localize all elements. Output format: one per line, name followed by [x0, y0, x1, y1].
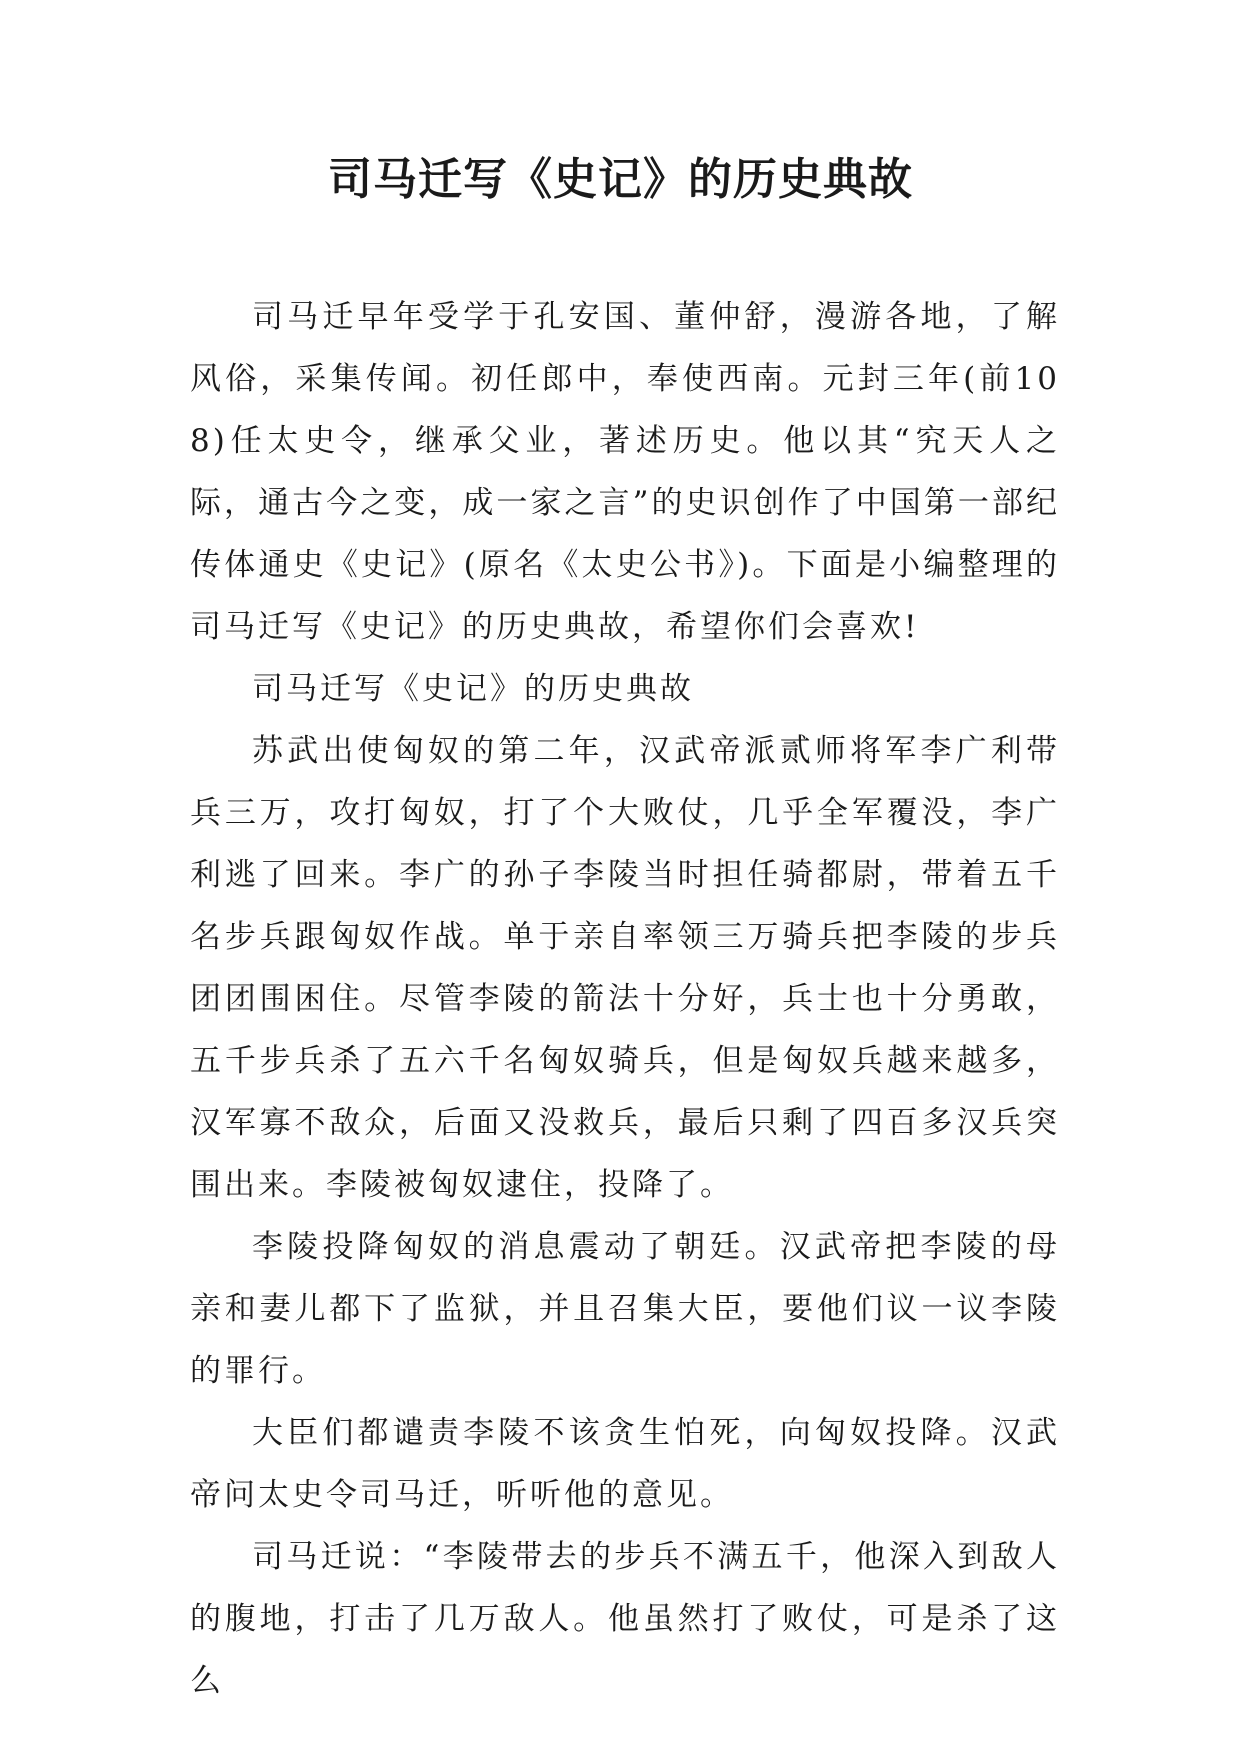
document-body — [190, 286, 1060, 1712]
story-paragraph-1: 苏武出使匈奴的第二年，汉武帝派贰师将军李广利带兵三万，攻打匈奴，打了个大败仗，几乎全军覆没，李广利逃了回来。李广的孙子李陵当时担任骑都尉，带着五千名步兵跟匈奴作战。单于亲自率领三万骑兵把李陵的步兵团团围困住。尽管李陵的箭法十分好，兵士也十分勇敢，五千步兵杀了五六千名匈奴骑兵，但是匈奴兵越来越多，汉军寡不敌众，后面又没救兵，最后只剩了四百多汉兵突围出来。李陵被匈奴逮住，投降了。 — [190, 733, 1060, 1203]
story-paragraph-3: 大臣们都谴责李陵不该贪生怕死，向匈奴投降。汉武帝问太史令司马迁，听听他的意见。 — [190, 1415, 1060, 1513]
intro-paragraph: 司马迁早年受学于孔安国、董仲舒，漫游各地，了解风俗，采集传闻。初任郎中，奉使西南。元封三年(前108)任太史令，继承父业，著述历史。他以其“究天人之际，通古今之变，成一家之言”的史识创作了中国第一部纪传体通史《史记》(原名《太史公书》)。下面是小编整理的司马迁写《史记》的历史典故，希望你们会喜欢! — [190, 299, 1060, 645]
section-heading: 司马迁写《史记》的历史典故 — [252, 671, 694, 707]
document-title: 司马迁写《史记》的历史典故 — [328, 154, 913, 205]
story-paragraph-4: 司马迁说：“李陵带去的步兵不满五千，他深入到敌人的腹地，打击了几万敌人。他虽然打了败仗，可是杀了这么 — [190, 1539, 1060, 1699]
story-paragraph-2: 李陵投降匈奴的消息震动了朝廷。汉武帝把李陵的母亲和妻儿都下了监狱，并且召集大臣，要他们议一议李陵的罪行。 — [190, 1229, 1060, 1389]
